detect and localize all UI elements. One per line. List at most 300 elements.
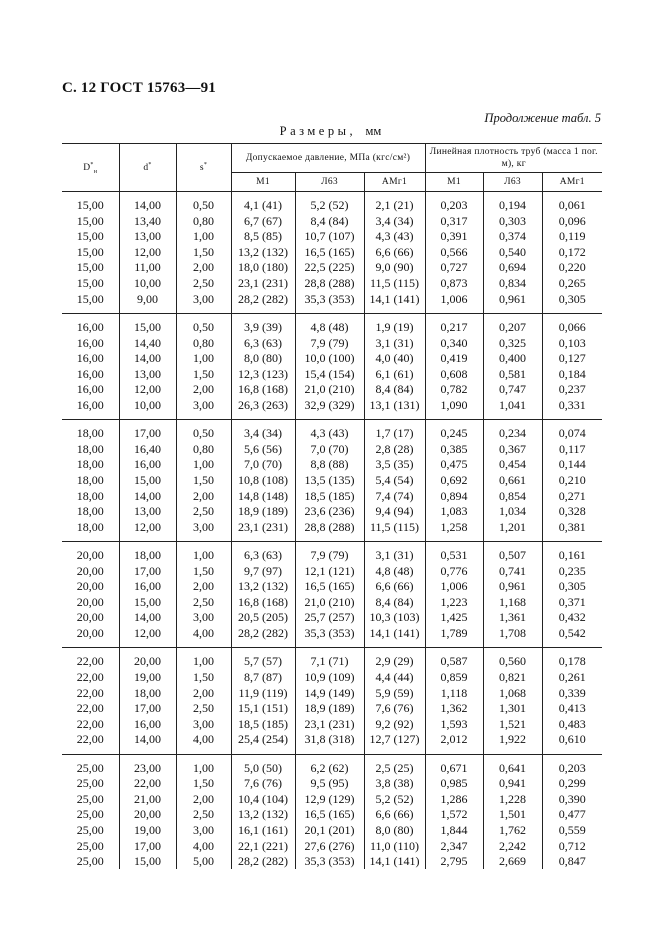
table-cell: 0,299 [542,776,602,792]
table-cell: 16,00 [62,398,119,420]
header-inner-diameter: d* [119,144,176,192]
header-wall-thickness: s* [176,144,231,192]
table-cell: 2,9 (29) [364,648,425,670]
table-cell: 18,00 [76,504,104,519]
table-cell: 16,00 [76,335,104,350]
table-cell: 0,985 [425,776,483,792]
table-cell: 1,7 (17) [364,420,425,442]
table-cell: 0,712 [542,838,602,854]
table-cell: 1,118 [425,685,483,701]
table-cell: 0,641 [483,754,542,776]
table-cell: 14,40 [119,335,176,351]
table-cell: 19,00 [119,823,176,839]
table-cell: 0,608 [425,366,483,382]
table-cell: 18,5 (185) [231,716,295,732]
header-pressure-m1: М1 [231,173,295,192]
table-cell: 16,00 [76,382,104,397]
table-cell: 11,5 (115) [364,519,425,541]
table-cell: 16,00 [76,351,104,366]
table-cell: 20,00 [76,563,104,578]
table-cell: 13,2 (132) [231,245,295,261]
table-cell: 16,8 (168) [231,382,295,398]
table-cell: 15,00 [76,244,104,259]
table-cell: 0,265 [542,276,602,292]
table-cell: 1,041 [483,398,542,420]
table-cell: 1,425 [425,610,483,626]
table-cell: 11,0 (110) [364,838,425,854]
table-cell: 0,305 [542,579,602,595]
table-cell: 8,8 (88) [295,457,364,473]
table-cell: 3,5 (35) [364,457,425,473]
table-cell: 18,00 [62,519,119,541]
table-cell: 0,178 [542,648,602,670]
table-cell: 0,50 [176,192,231,214]
table-cell: 35,3 (353) [295,854,364,870]
table-cell: 15,00 [76,260,104,275]
table-cell: 13,40 [119,214,176,230]
table-cell: 16,00 [119,579,176,595]
table-cell: 25,00 [76,822,104,837]
table-cell: 1,223 [425,595,483,611]
table-row [62,701,602,717]
table-cell: 17,00 [119,701,176,717]
table-cell: 12,00 [119,626,176,648]
table-cell: 4,8 (48) [364,563,425,579]
table-cell: 23,1 (231) [231,519,295,541]
table-cell: 2,669 [483,854,542,870]
table-cell: 15,00 [76,213,104,228]
table-cell: 35,3 (353) [295,626,364,648]
table-cell: 1,00 [176,648,231,670]
table-cell: 2,50 [176,595,231,611]
table-cell: 18,5 (185) [295,488,364,504]
table-cell: 20,00 [119,807,176,823]
table-cell: 4,3 (43) [295,420,364,442]
table-cell: 22,00 [76,685,104,700]
table-cell: 13,2 (132) [231,807,295,823]
table-cell: 0,941 [483,776,542,792]
table-cell: 1,50 [176,670,231,686]
table-cell: 16,5 (165) [295,579,364,595]
table-cell: 10,3 (103) [364,610,425,626]
table-cell: 4,00 [176,626,231,648]
table-cell: 16,8 (168) [231,595,295,611]
table-cell: 8,4 (84) [364,382,425,398]
table-cell: 0,80 [176,335,231,351]
table-cell: 18,00 [76,457,104,472]
table-cell: 6,3 (63) [231,335,295,351]
table-cell: 1,572 [425,807,483,823]
table-cell: 4,00 [176,732,231,754]
table-row [62,716,602,732]
table-cell: 10,8 (108) [231,473,295,489]
table-cell: 25,4 (254) [231,732,295,754]
table-cell: 15,00 [76,198,104,213]
table-cell: 16,1 (161) [231,823,295,839]
table-cell: 13,2 (132) [231,579,295,595]
table-cell: 11,9 (119) [231,685,295,701]
table-cell: 1,068 [483,685,542,701]
table-cell: 0,325 [483,335,542,351]
table-cell: 5,2 (52) [364,792,425,808]
table-cell: 5,9 (59) [364,685,425,701]
table-cell: 1,50 [176,776,231,792]
header-density-m1: М1 [425,173,483,192]
table-cell: 5,2 (52) [295,192,364,214]
table-row [62,457,602,473]
table-cell: 7,9 (79) [295,335,364,351]
table-cell: 15,00 [119,313,176,335]
table-cell: 2,012 [425,732,483,754]
table-cell: 14,1 (141) [364,626,425,648]
table-cell: 0,103 [542,335,602,351]
table-cell: 6,6 (66) [364,807,425,823]
table-cell: 2,00 [176,488,231,504]
table-cell: 2,242 [483,838,542,854]
table-cell: 18,00 [76,488,104,503]
table-cell: 13,1 (131) [364,398,425,420]
table-cell: 1,083 [425,504,483,520]
table-cell: 15,00 [76,229,104,244]
table-row [62,291,602,313]
table-cell: 0,217 [425,313,483,335]
table-cell: 0,483 [542,716,602,732]
table-cell: 25,7 (257) [295,610,364,626]
table-cell: 19,00 [119,670,176,686]
table-row [62,351,602,367]
table-row [62,473,602,489]
table-cell: 25,00 [76,838,104,853]
table-cell: 12,00 [119,245,176,261]
table-cell: 0,261 [542,670,602,686]
table-cell: 14,1 (141) [364,854,425,870]
table-cell: 1,168 [483,595,542,611]
table-cell: 8,4 (84) [295,214,364,230]
table-cell: 13,00 [119,229,176,245]
table-cell: 1,286 [425,792,483,808]
table-continuation-note: Продолжение табл. 5 [484,111,601,125]
table-cell: 4,0 (40) [364,351,425,367]
table-cell: 0,074 [542,420,602,442]
table-cell: 6,7 (67) [231,214,295,230]
table-row [62,776,602,792]
table-cell: 14,00 [119,610,176,626]
table-cell: 1,501 [483,807,542,823]
table-cell: 20,00 [119,648,176,670]
header-density-l63: Л63 [483,173,542,192]
table-cell: 25,00 [76,854,104,869]
table-cell: 12,00 [119,519,176,541]
table-cell: 1,228 [483,792,542,808]
table-cell: 0,542 [542,626,602,648]
table-cell: 1,00 [176,541,231,563]
table-cell: 5,0 (50) [231,754,295,776]
table-cell: 7,0 (70) [231,457,295,473]
table-cell: 0,859 [425,670,483,686]
table-cell: 0,096 [542,214,602,230]
table-cell: 8,0 (80) [231,351,295,367]
table-cell: 7,9 (79) [295,541,364,563]
table-cell: 0,184 [542,366,602,382]
table-cell: 11,00 [119,260,176,276]
table-cell: 0,305 [542,291,602,313]
table-cell: 1,00 [176,754,231,776]
table-row [62,519,602,541]
table-row [62,838,602,854]
table-cell: 23,00 [119,754,176,776]
table-row [62,670,602,686]
table-cell: 22,00 [76,716,104,731]
table-cell: 0,234 [483,420,542,442]
table-row [62,366,602,382]
table-cell: 0,331 [542,398,602,420]
table-cell: 4,4 (44) [364,670,425,686]
table-cell: 22,1 (221) [231,838,295,854]
table-cell: 7,0 (70) [295,442,364,458]
table-cell: 22,00 [76,654,104,669]
table-cell: 1,00 [176,351,231,367]
table-cell: 18,00 [119,685,176,701]
table-cell: 2,795 [425,854,483,870]
table-cell: 28,2 (282) [231,291,295,313]
table-cell: 14,00 [119,192,176,214]
table-cell: 5,4 (54) [364,473,425,489]
table-cell: 2,5 (25) [364,754,425,776]
table-cell: 22,00 [76,670,104,685]
table-cell: 16,00 [119,457,176,473]
table-cell: 0,531 [425,541,483,563]
table-row [62,276,602,292]
header-pressure-amg1: АМг1 [364,173,425,192]
table-cell: 25,00 [76,760,104,775]
table-cell: 0,400 [483,351,542,367]
table-cell: 14,00 [119,351,176,367]
table-cell: 18,00 [76,426,104,441]
table-cell: 0,381 [542,519,602,541]
table-cell: 15,00 [76,276,104,290]
table-cell: 16,40 [119,442,176,458]
table-cell: 15,1 (151) [231,701,295,717]
table-cell: 7,1 (71) [295,648,364,670]
table-cell: 28,8 (288) [295,519,364,541]
table-cell: 0,119 [542,229,602,245]
table-cell: 0,454 [483,457,542,473]
table-cell: 11,5 (115) [364,276,425,292]
table-cell: 4,1 (41) [231,192,295,214]
table-cell: 4,8 (48) [295,313,364,335]
table-row [62,807,602,823]
table-cell: 5,00 [176,854,231,870]
table-cell: 0,432 [542,610,602,626]
table-row [62,626,602,648]
table-cell: 1,301 [483,701,542,717]
table-cell: 25,00 [76,791,104,806]
table-cell: 20,00 [76,548,104,563]
table-cell: 8,4 (84) [364,595,425,611]
table-cell: 22,5 (225) [295,260,364,276]
table-cell: 20,00 [62,626,119,648]
table-cell: 1,50 [176,473,231,489]
table-cell: 1,593 [425,716,483,732]
table-cell: 20,1 (201) [295,823,364,839]
table-row [62,610,602,626]
table-cell: 16,5 (165) [295,807,364,823]
table-cell: 2,347 [425,838,483,854]
table-cell: 0,821 [483,670,542,686]
table-row [62,382,602,398]
table-cell: 15,00 [119,854,176,870]
table-row [62,398,602,420]
table-cell: 12,3 (123) [231,366,295,382]
table-cell: 1,762 [483,823,542,839]
table-cell: 0,961 [483,291,542,313]
table-row [62,442,602,458]
table-cell: 1,00 [176,229,231,245]
table-cell: 14,8 (148) [231,488,295,504]
table-cell: 0,727 [425,260,483,276]
table-cell: 0,144 [542,457,602,473]
table-cell: 12,7 (127) [364,732,425,754]
table-cell: 2,00 [176,382,231,398]
table-row [62,854,602,870]
table-cell: 13,00 [119,366,176,382]
table-cell: 2,50 [176,807,231,823]
table-cell: 9,4 (94) [364,504,425,520]
table-cell: 2,00 [176,792,231,808]
table-cell: 10,9 (109) [295,670,364,686]
table-cell: 20,00 [76,610,104,625]
table-cell: 6,6 (66) [364,245,425,261]
table-cell: 0,475 [425,457,483,473]
table-cell: 3,00 [176,291,231,313]
table-cell: 28,2 (282) [231,854,295,870]
table-cell: 0,317 [425,214,483,230]
table-cell: 1,006 [425,579,483,595]
table-cell: 18,00 [119,541,176,563]
page-header: С. 12 ГОСТ 15763—91 [62,80,216,96]
table-cell: 5,6 (56) [231,442,295,458]
table-cell: 1,9 (19) [364,313,425,335]
table-cell: 21,0 (210) [295,382,364,398]
table-cell: 0,271 [542,488,602,504]
table-cell: 0,127 [542,351,602,367]
table-cell: 1,50 [176,366,231,382]
dimensions-table [62,143,602,869]
table-cell: 12,00 [119,382,176,398]
table-cell: 3,4 (34) [231,420,295,442]
table-cell: 0,303 [483,214,542,230]
table-cell: 18,00 [76,441,104,456]
table-cell: 22,00 [76,701,104,716]
table-cell: 1,922 [483,732,542,754]
table-cell: 23,1 (231) [231,276,295,292]
table-cell: 6,2 (62) [295,754,364,776]
table-cell: 14,1 (141) [364,291,425,313]
table-row [62,732,602,754]
table-cell: 0,873 [425,276,483,292]
table-cell: 0,671 [425,754,483,776]
table-cell: 0,203 [542,754,602,776]
table-cell: 0,80 [176,214,231,230]
table-cell: 0,161 [542,541,602,563]
table-cell: 0,854 [483,488,542,504]
table-row [62,313,602,335]
table-cell: 0,560 [483,648,542,670]
table-cell: 0,477 [542,807,602,823]
table-cell: 3,00 [176,610,231,626]
table-cell: 10,00 [119,276,176,292]
table-cell: 6,6 (66) [364,579,425,595]
table-cell: 0,367 [483,442,542,458]
table-cell: 5,7 (57) [231,648,295,670]
table-cell: 8,0 (80) [364,823,425,839]
table-cell: 9,7 (97) [231,563,295,579]
table-cell: 3,00 [176,398,231,420]
table-cell: 1,789 [425,626,483,648]
table-cell: 9,0 (90) [364,260,425,276]
table-cell: 0,061 [542,192,602,214]
table-cell: 3,1 (31) [364,541,425,563]
table-cell: 3,00 [176,716,231,732]
table-row [62,192,602,214]
table-cell: 26,3 (263) [231,398,295,420]
table-cell: 20,00 [76,579,104,594]
table-cell: 15,00 [119,595,176,611]
table-cell: 2,8 (28) [364,442,425,458]
table-row [62,335,602,351]
table-cell: 10,00 [119,398,176,420]
table-row [62,420,602,442]
table-cell: 25,00 [76,807,104,822]
table-cell: 6,1 (61) [364,366,425,382]
table-cell: 0,692 [425,473,483,489]
table-cell: 1,090 [425,398,483,420]
table-cell: 0,390 [542,792,602,808]
table-cell: 0,172 [542,245,602,261]
table-cell: 1,361 [483,610,542,626]
table-cell: 10,0 (100) [295,351,364,367]
table-cell: 27,6 (276) [295,838,364,854]
table-cell: 0,371 [542,595,602,611]
table-cell: 0,237 [542,382,602,398]
table-body [62,192,602,870]
table-row [62,563,602,579]
table-cell: 0,210 [542,473,602,489]
table-cell: 0,559 [542,823,602,839]
table-cell: 1,844 [425,823,483,839]
table-cell: 17,00 [119,420,176,442]
header-allowable-pressure: Допускаемое давление, МПа (кгс/см²) [231,144,425,173]
table-cell: 16,00 [76,320,104,335]
table-row [62,685,602,701]
table-cell: 0,413 [542,701,602,717]
table-cell: 6,3 (63) [231,541,295,563]
table-cell: 2,00 [176,685,231,701]
caption-label: Размеры, [279,124,357,138]
table-cell: 1,50 [176,563,231,579]
table-cell: 4,3 (43) [364,229,425,245]
table-cell: 0,610 [542,732,602,754]
table-cell: 7,6 (76) [364,701,425,717]
table-cell: 15,4 (154) [295,366,364,382]
table-cell: 20,00 [76,594,104,609]
table-cell: 10,4 (104) [231,792,295,808]
table-cell: 0,203 [425,192,483,214]
table-cell: 22,00 [119,776,176,792]
table-cell: 10,7 (107) [295,229,364,245]
table-row [62,245,602,261]
header-linear-density: Линейная плотность труб (масса 1 пог. м), кг [425,144,602,173]
